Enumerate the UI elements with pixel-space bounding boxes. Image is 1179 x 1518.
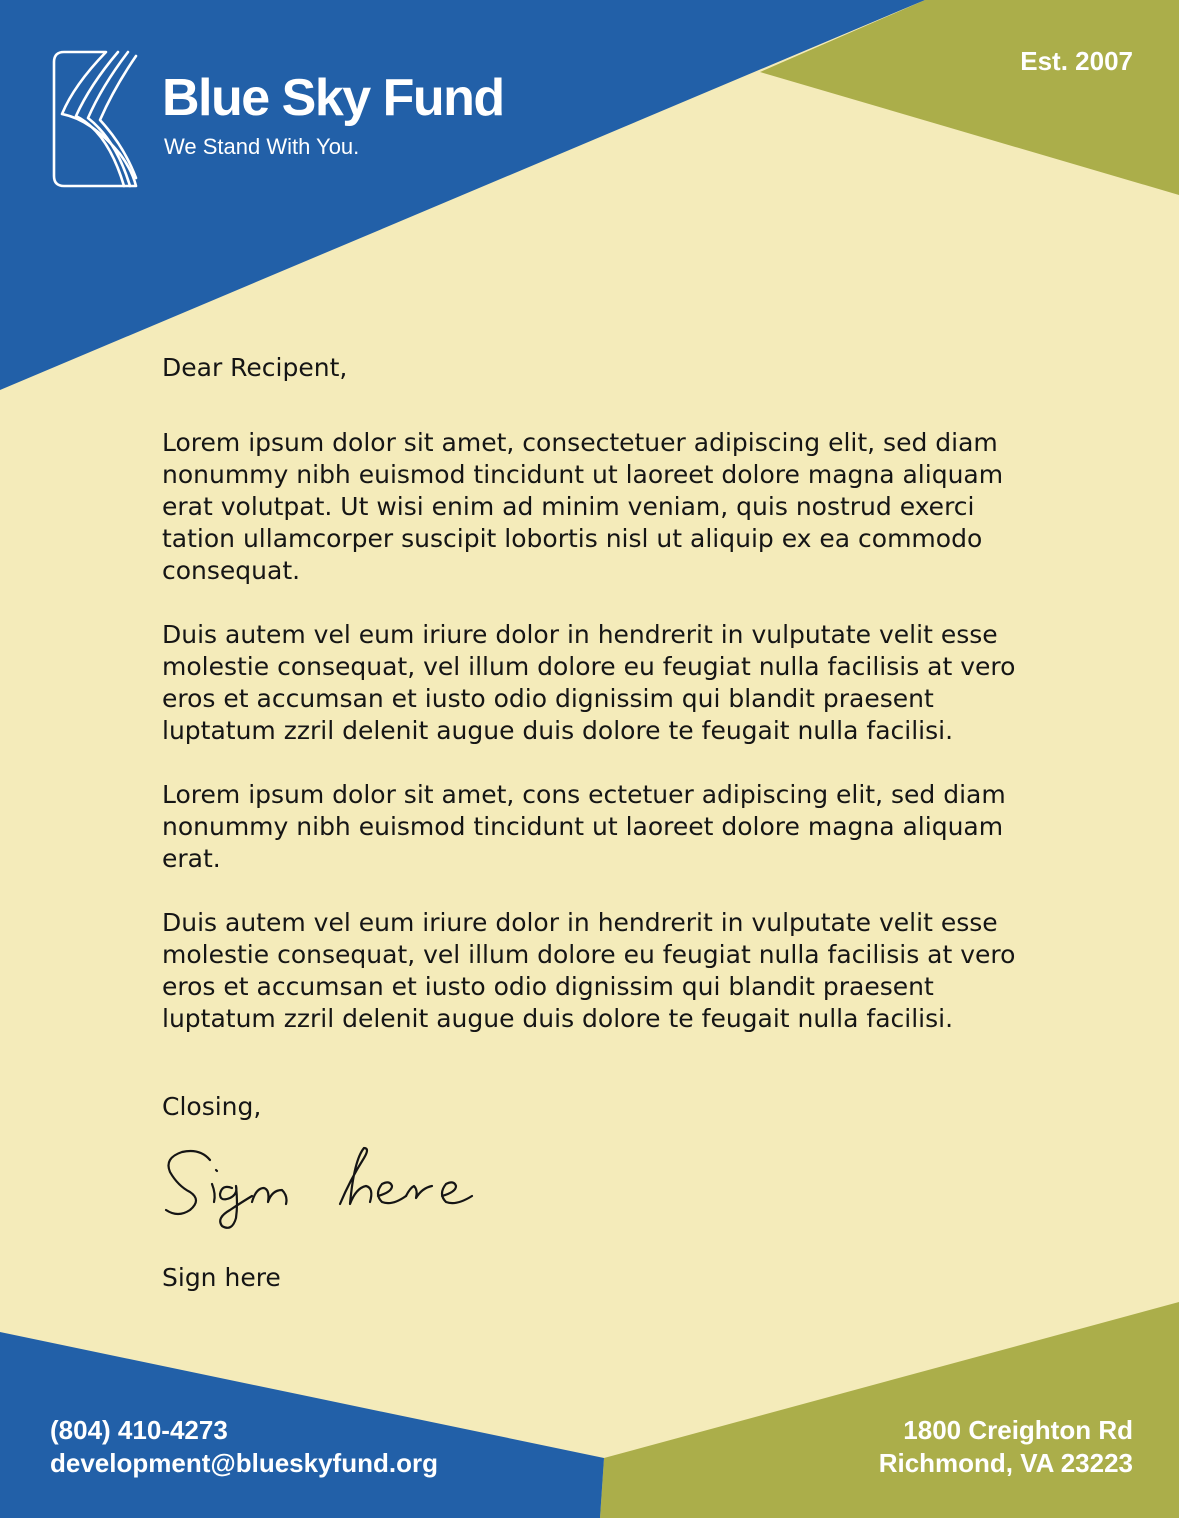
- phone-number: (804) 410-4273: [50, 1415, 228, 1445]
- paragraph: Duis autem vel eum iriure dolor in hendrerit in vulputate velit esse molestie consequat, vel illum dolore eu feugiat nulla facilisis at vero eros et accumsan et iusto odio dignissim qui blandit praesent luptatum zzril delenit augue duis dolore te feugait nulla facilisi.: [162, 620, 1016, 745]
- established-year: Est. 2007: [1020, 46, 1133, 76]
- paragraph: Duis autem vel eum iriure dolor in hendrerit in vulputate velit esse molestie consequat, vel illum dolore eu feugiat nulla facilisis at vero eros et accumsan et iusto odio dignissim qui blandit praesent luptatum zzril delenit augue duis dolore te feugait nulla facilisi.: [162, 908, 1016, 1033]
- closing: Closing,: [162, 1092, 262, 1121]
- salutation: Dear Recipent,: [162, 353, 348, 382]
- brand-tagline: We Stand With You.: [164, 134, 360, 159]
- paragraph: Lorem ipsum dolor sit amet, consectetuer adipiscing elit, sed diam nonummy nibh euismod tincidunt ut laoreet dolore magna aliquam erat volutpat. Ut wisi enim ad minim veniam, quis nostrud exerci tation ullamcorper suscipit lobortis nisl ut aliquip ex ea commodo consequat.: [162, 428, 1004, 585]
- brand-name: Blue Sky Fund: [162, 69, 504, 127]
- address-line-1: 1800 Creighton Rd: [903, 1415, 1133, 1445]
- blue-sky-fund-logo-icon: [52, 50, 138, 188]
- footer-contact: [50, 1414, 438, 1480]
- letter-body: [162, 352, 1042, 1123]
- footer-address: [879, 1414, 1133, 1480]
- paragraph: Lorem ipsum dolor sit amet, cons ectetuer adipiscing elit, sed diam nonummy nibh euismod tincidunt ut laoreet dolore magna aliquam erat.: [162, 780, 1006, 873]
- handwritten-signature: [160, 1140, 580, 1230]
- address-line-2: Richmond, VA 23223: [878, 1448, 1133, 1478]
- signer-name: Sign here: [162, 1263, 281, 1292]
- email-address: development@blueskyfund.org: [50, 1448, 438, 1478]
